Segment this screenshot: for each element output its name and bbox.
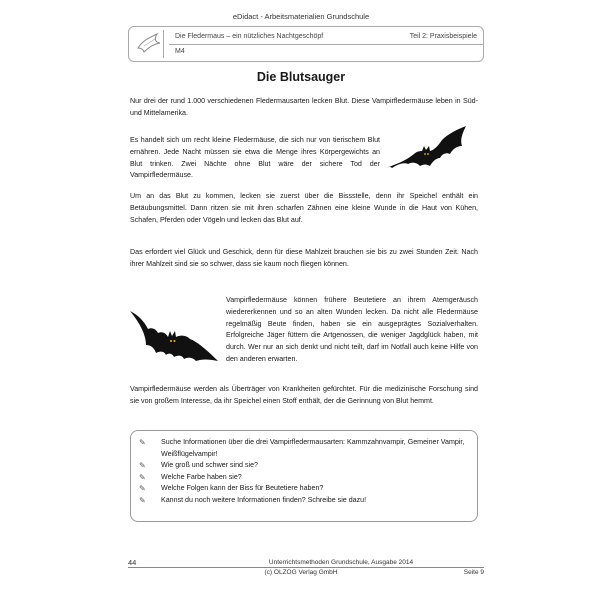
header-subject: Die Fledermaus – ein nützliches Nachtgeschöpf [175,33,324,40]
bat-illustration-left-icon [126,305,222,367]
paragraph-intro: Nur drei der rund 1.000 verschiedenen Fledermausarten lecken Blut. Diese Vampirfledermäuse leben in Süd- und Mittelamerika. [130,97,478,117]
page-title: Die Blutsauger [256,70,346,84]
pencil-icon: ✎ [139,495,146,505]
task-box [130,430,478,522]
bat-illustration-icon [384,124,470,174]
task-list [131,431,477,507]
footer-divider [128,567,484,568]
paragraph-bite: Um an das Blut zu kommen, lecken sie zuerst über die Bissstelle, denn ihr Speichel enthält ein Betäubungsmittel. Dann ritzen sie mit ihren scharfen Zähnen eine kleine Wunde in die Haut von Kühen, Schafen, Pferden oder Vögeln und lecken das Blut auf. [130,192,478,224]
paragraph-research: Vampirfledermäuse werden als Überträger von Krankheiten gefürchtet. Für die medizinische Forschung sind sie von großem Interesse, da ihr Speichel einen Stoff enthält, der die Gerinnung von Blut hemmt. [130,385,478,405]
bat-logo-icon [135,30,164,58]
paragraph-social: Vampirfledermäuse können frühere Beutetiere an ihrem Atemgeräusch wiedererkennen und so an alten Wunden lecken. Da nicht alle Fledermäuse regelmäßig Beute finden, haben sie ein ausgeprägtes Sozialverhalten. Erfolgreiche Jäger füttern die Artgenossen, die weniger Jagdglück haben, mit durch. Wer nur an sich denkt und nicht teilt, darf im Notfall auch keine Hilfe von den anderen erwarten. [226,296,478,363]
footer-series: Unterrichtsmethoden Grundschule, Ausgabe 2014 [268,559,414,566]
document-page [118,0,484,600]
list-item: ✎ Kannst du noch weitere Informationen finden? Schreibe sie dazu! [139,495,367,505]
pencil-icon: ✎ [139,484,146,494]
header-part: Teil 2: Praxisbeispiele [409,33,477,40]
pencil-icon: ✎ [139,461,146,471]
footer-page: Seite 9 [463,569,484,576]
list-item: ✎ Suche Informationen über die drei Vampirfledermausarten: Kammzahnvampir, Gemeiner Vampir, Weißflügelvampir! [139,438,465,458]
list-item: ✎ Wie groß und schwer sind sie? [139,461,258,471]
material-code: M4 [175,48,185,55]
list-item: ✎ Welche Folgen kann der Biss für Beutetiere haben? [139,484,324,494]
header-box [128,26,484,62]
list-item: ✎ Welche Farbe haben sie? [139,472,242,482]
header-divider [169,44,483,45]
footer-publisher: (c) OLZOG Verlag GmbH [264,569,338,576]
paragraph-diet: Es handelt sich um recht kleine Fledermäuse, die sich nur von tierischem Blut ernähren. Jede Nacht müssen sie etwa die Menge ihres Körpergewichts an Blut trinken. Zwei Nächte ohne Blut wäre der sichere Tod der Vampirfledermäuse. [130,136,380,180]
publication-title: eDidact - Arbeitsmaterialien Grundschule [232,12,370,21]
paragraph-meal: Das erfordert viel Glück und Geschick, denn für diese Mahlzeit brauchen sie bis zu zwei Stunden Zeit. Nach ihrer Mahlzeit sind sie so schwer, dass sie kaum noch fliegen können. [130,248,478,268]
pencil-icon: ✎ [139,438,146,447]
page-number: 44 [128,558,137,567]
pencil-icon: ✎ [139,472,146,482]
